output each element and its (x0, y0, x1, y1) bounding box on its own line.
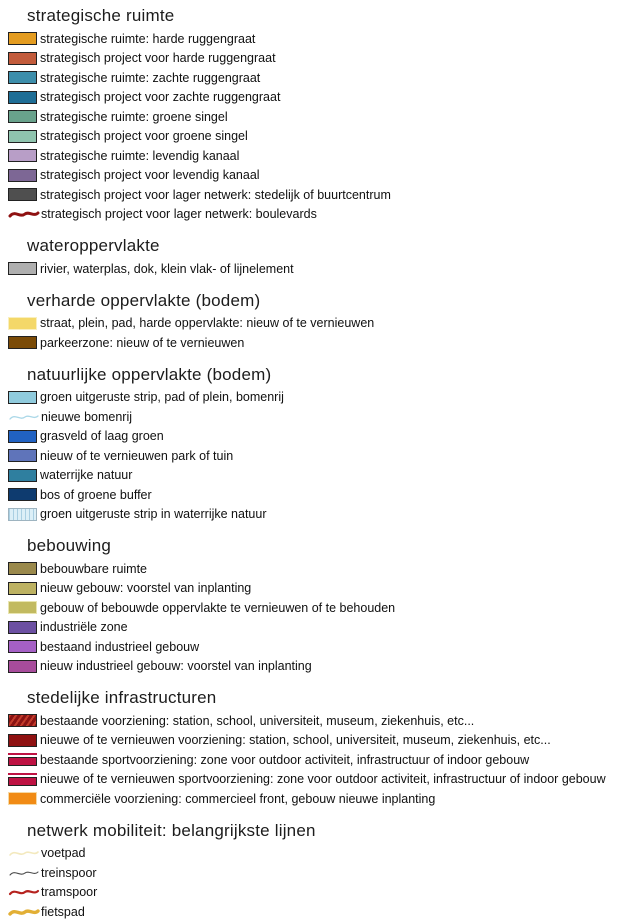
legend-item (0, 259, 624, 279)
color-swatch-icon (8, 336, 37, 349)
legend-item (0, 314, 624, 334)
legend-item (0, 427, 624, 447)
legend-item-label: nieuw industrieel gebouw: voorstel van inplanting (40, 659, 312, 674)
legend-item (0, 711, 624, 731)
legend-item-label: strategisch project voor harde ruggengraat (40, 51, 276, 66)
color-swatch-icon (8, 660, 37, 673)
legend-item-label: nieuwe bomenrij (41, 409, 133, 424)
color-swatch-icon (8, 621, 37, 634)
legend-item-label: strategisch project voor levendig kanaal (40, 168, 260, 183)
legend-item (0, 466, 624, 486)
legend-item-label: bestaande sportvoorziening: zone voor outdoor activiteit, infrastructuur of indoor gebouw (40, 752, 530, 767)
legend-section-title: natuurlijke oppervlakte (bodem) (27, 364, 272, 384)
sport-building-rect (8, 777, 37, 786)
legend-item-label: nieuwe of te vernieuwen sportvoorziening: zone voor outdoor activiteit, infrastructuur of indoor gebouw (40, 772, 606, 787)
legend-section (0, 6, 624, 224)
legend-item (0, 407, 624, 427)
legend-item-label: bebouwbare ruimte (40, 561, 148, 576)
legend-item-label: groen uitgeruste strip, pad of plein, bomenrij (40, 390, 284, 405)
legend-section (0, 291, 624, 353)
legend-section-title: wateroppervlakte (27, 236, 160, 255)
color-swatch-icon (8, 469, 37, 482)
legend-item-label: nieuw of te vernieuwen park of tuin (40, 448, 234, 463)
color-swatch-icon (8, 601, 37, 614)
legend-section (0, 536, 624, 676)
legend-item (0, 166, 624, 186)
color-swatch-icon (8, 391, 37, 404)
legend-item-label: bestaande voorziening: station, school, universiteit, museum, ziekenhuis, etc... (40, 713, 475, 728)
legend-item-label: strategisch project voor lager netwerk: stedelijk of buurtcentrum (40, 187, 391, 202)
legend-section (0, 236, 624, 279)
color-swatch-icon (8, 488, 37, 501)
legend-item (0, 88, 624, 108)
legend-item-label: strategische ruimte: zachte ruggengraat (40, 70, 261, 85)
legend-item-label: tramspoor (41, 885, 98, 900)
legend-item-label: groen uitgeruste strip in waterrijke natuur (40, 507, 267, 522)
color-swatch-icon (8, 110, 37, 123)
legend-item (0, 146, 624, 166)
wavy-line-icon (8, 866, 40, 880)
color-swatch-icon (8, 52, 37, 65)
legend-item (0, 883, 624, 903)
legend-item-label: industriële zone (40, 620, 128, 635)
legend-item-label: rivier, waterplas, dok, klein vlak- of lijnelement (40, 261, 294, 276)
legend-item (0, 485, 624, 505)
legend-item (0, 185, 624, 205)
legend-item (0, 731, 624, 751)
legend-item-label: commerciële voorziening: commercieel front, gebouw nieuwe inplanting (40, 791, 436, 806)
legend-item-label: treinspoor (41, 865, 97, 880)
legend-item-label: bestaand industrieel gebouw (40, 639, 200, 654)
legend-item (0, 49, 624, 69)
legend-item-label: parkeerzone: nieuw of te vernieuwen (40, 335, 245, 350)
color-swatch-icon (8, 562, 37, 575)
color-swatch-icon (8, 792, 37, 805)
legend-item-label: strategische ruimte: harde ruggengraat (40, 31, 256, 46)
legend-item (0, 505, 624, 525)
color-swatch-icon (8, 449, 37, 462)
legend-section (0, 688, 624, 809)
legend-item (0, 446, 624, 466)
legend-item (0, 637, 624, 657)
color-swatch-icon (8, 130, 37, 143)
legend-item-label: strategisch project voor groene singel (40, 129, 248, 144)
legend-item-label: straat, plein, pad, harde oppervlakte: nieuw of te vernieuwen (40, 316, 375, 331)
legend-item (0, 657, 624, 677)
legend-item (0, 844, 624, 864)
legend-section-title: verharde oppervlakte (bodem) (27, 290, 261, 310)
legend-section-title: strategische ruimte (27, 6, 175, 25)
color-swatch-icon (8, 430, 37, 443)
legend-section (0, 821, 624, 922)
line-and-rect-swatch-icon (8, 773, 37, 786)
wavy-line-icon (8, 905, 40, 919)
legend-item (0, 902, 624, 922)
color-swatch-icon (8, 262, 37, 275)
color-swatch-icon (8, 32, 37, 45)
legend-section (0, 365, 624, 525)
color-swatch-icon (8, 149, 37, 162)
legend-item-label: voetpad (41, 846, 86, 861)
striped-swatch-icon (8, 508, 37, 521)
color-swatch-icon (8, 169, 37, 182)
legend-item (0, 333, 624, 353)
legend-item (0, 770, 624, 790)
legend-item (0, 205, 624, 225)
legend-item (0, 750, 624, 770)
color-swatch-icon (8, 317, 37, 330)
color-swatch-icon (8, 91, 37, 104)
legend-section-title: stedelijke infrastructuren (27, 688, 217, 707)
legend-item (0, 388, 624, 408)
legend-item (0, 29, 624, 49)
legend-item (0, 579, 624, 599)
legend-item-label: bos of groene buffer (40, 487, 152, 502)
legend-section-title: bebouwing (27, 536, 112, 555)
legend-section-title: netwerk mobiliteit: belangrijkste lijnen (27, 820, 316, 840)
hatched-swatch-icon (8, 714, 37, 727)
legend-item-label: nieuwe of te vernieuwen voorziening: station, school, universiteit, museum, ziekenhuis, etc... (40, 733, 551, 748)
wavy-line-icon (8, 885, 40, 899)
legend-item-label: grasveld of laag groen (40, 429, 164, 444)
wavy-line-icon (8, 207, 40, 221)
wavy-line-icon (8, 846, 40, 860)
legend-item (0, 68, 624, 88)
legend-item (0, 863, 624, 883)
legend-item-label: nieuw gebouw: voorstel van inplanting (40, 581, 252, 596)
legend-item (0, 559, 624, 579)
color-swatch-icon (8, 640, 37, 653)
color-swatch-icon (8, 734, 37, 747)
color-swatch-icon (8, 582, 37, 595)
legend-item (0, 618, 624, 638)
legend-item-label: fietspad (41, 904, 85, 919)
color-swatch-icon (8, 188, 37, 201)
legend-item (0, 107, 624, 127)
legend-item-label: waterrijke natuur (40, 468, 133, 483)
line-and-rect-swatch-icon (8, 753, 37, 766)
color-swatch-icon (8, 71, 37, 84)
legend-item (0, 598, 624, 618)
sport-building-rect (8, 757, 37, 766)
legend-item-label: strategisch project voor zachte ruggengraat (40, 90, 281, 105)
wavy-line-icon (8, 410, 40, 424)
legend-item-label: strategische ruimte: levendig kanaal (40, 148, 240, 163)
legend-item-label: gebouw of bebouwde oppervlakte te vernieuwen of te behouden (40, 600, 396, 615)
legend-item-label: strategisch project voor lager netwerk: boulevards (41, 207, 317, 222)
legend-item (0, 789, 624, 809)
legend-item-label: strategische ruimte: groene singel (40, 109, 228, 124)
legend-item (0, 127, 624, 147)
